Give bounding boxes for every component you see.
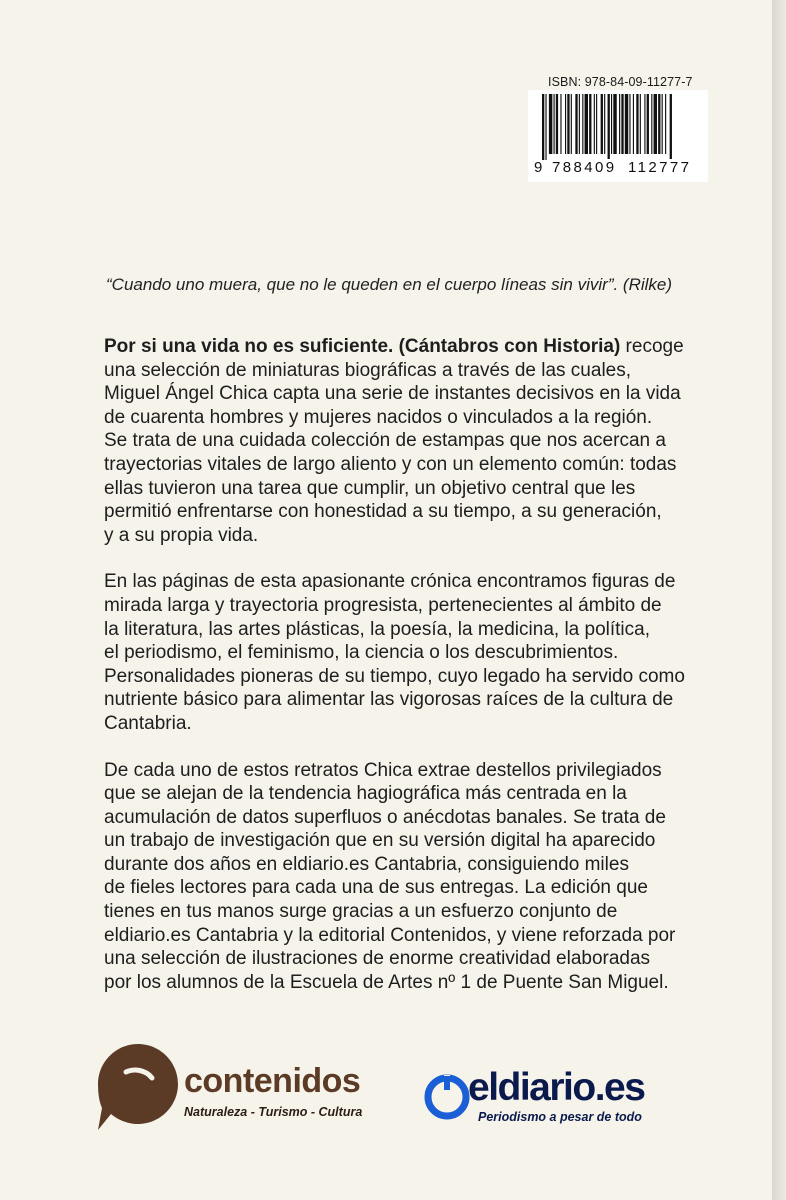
text-line (104, 971, 704, 995)
text-line (104, 359, 704, 383)
text-line (104, 335, 704, 359)
text-run: durante dos años en eldiario.es Cantabria, consiguiendo miles (104, 853, 629, 875)
text-run: Miguel Ángel Chica capta una serie de instantes decisivos en la vida (104, 383, 681, 405)
barcode-bar (589, 94, 591, 154)
text-run: Personalidades pioneras de su tiempo, cuyo legado ha servido como (104, 665, 685, 687)
eldiario-wordmark: eldiario.es (468, 1066, 645, 1109)
barcode-bar (582, 94, 583, 154)
text-run: de fieles lectores para cada una de sus entregas. La edición que (104, 877, 648, 899)
text-run: tienes en tus manos surge gracias a un esfuerzo conjunto de (104, 901, 618, 923)
text-line (104, 900, 704, 924)
barcode-bar (665, 94, 666, 154)
text-line (104, 570, 704, 594)
text-run: de cuarenta hombres y mujeres nacidos o vinculados a la región. (104, 406, 653, 428)
contenidos-tagline: Naturaleza - Turismo - Cultura (184, 1105, 363, 1119)
barcode-bar (545, 94, 546, 160)
barcode-bar (654, 94, 657, 154)
text-line (104, 829, 704, 853)
barcode-bar (662, 94, 663, 154)
barcode-digits-right: 112777 (628, 159, 692, 176)
text-line (104, 453, 704, 477)
isbn-label: ISBN: 978-84-09-11277-7 (548, 75, 693, 89)
text-line (104, 947, 704, 971)
barcode-bar (636, 94, 638, 154)
text-line (104, 853, 704, 877)
barcode-bar (633, 94, 634, 154)
barcode-bar (613, 94, 616, 154)
text-run: una selección de miniaturas biográficas a través de las cuales, (104, 359, 632, 381)
barcode-bar (640, 94, 641, 154)
barcode-digit-first: 9 (534, 159, 545, 176)
barcode-bars (528, 90, 708, 160)
barcode-bar (560, 94, 561, 154)
contenidos-logo (96, 1042, 386, 1132)
text-run: por los alumnos de la Escuela de Artes nº 1 de Puente San Miguel. (104, 971, 669, 993)
barcode-bar (647, 94, 649, 154)
barcode-bar (621, 94, 623, 154)
text-run: recoge (620, 336, 684, 357)
text-run: Se trata de una cuidada colección de estampas que nos acercan a (104, 430, 666, 452)
barcode-bar (594, 94, 595, 154)
barcode-bar (629, 94, 630, 154)
text-run: mirada larga y trayectoria progresista, pertenecientes al ámbito de (104, 594, 662, 616)
text-line (104, 876, 704, 900)
text-run: ellas tuvieron una tarea que cumplir, un objetivo central que les (104, 477, 636, 499)
text-line (104, 477, 704, 501)
text-run: En las páginas de esta apasionante crónica encontramos figuras de (104, 571, 676, 593)
text-line (104, 806, 704, 830)
text-run: una selección de ilustraciones de enorme creatividad elaboradas (104, 948, 651, 970)
epigraph-quote: “Cuando uno muera, que no le queden en el cuerpo líneas sin vivir”. (Rilke) (106, 275, 673, 294)
barcode-bar (601, 94, 603, 154)
text-run: un trabajo de investigación que en su versión digital ha aparecido (104, 830, 656, 852)
paragraph (104, 759, 704, 995)
barcode-digits-left: 788409 (552, 159, 617, 176)
barcode (528, 90, 708, 182)
text-run: nutriente básico para alimentar las vigorosas raíces de la cultura de (104, 689, 674, 711)
contenidos-emblem-icon (96, 1042, 180, 1132)
text-line (104, 688, 704, 712)
barcode-bar (549, 94, 552, 154)
barcode-bar (625, 94, 628, 154)
text-run: trayectorias vitales de largo aliento y con un elemento común: todas (104, 453, 677, 475)
text-run: eldiario.es Cantabria y la editorial Contenidos, y viene reforzada por (104, 924, 676, 946)
text-line (104, 429, 704, 453)
text-line (104, 406, 704, 430)
barcode-bar (651, 94, 652, 154)
barcode-bar (554, 94, 555, 154)
barcode-digits (528, 156, 708, 180)
text-line (104, 712, 704, 736)
barcode-bar (579, 94, 580, 154)
text-run: la literatura, las artes plásticas, la poesía, la medicina, la política, (104, 618, 650, 640)
barcode-bar (670, 94, 672, 160)
text-run: que se alejan de la tendencia hagiográfica más centrada en la (104, 783, 627, 805)
barcode-bar (611, 94, 612, 154)
barcode-bar (585, 94, 588, 154)
text-line (104, 524, 704, 548)
paragraph (104, 570, 704, 735)
contenidos-wordmark: contenidos (184, 1062, 361, 1100)
text-line (104, 594, 704, 618)
text-run: el periodismo, el feminismo, la ciencia o los descubrimientos. (104, 642, 619, 664)
text-run: Cantabria. (104, 712, 192, 734)
text-line (104, 641, 704, 665)
text-run: De cada uno de estos retratos Chica extrae destellos privilegiados (104, 759, 662, 781)
barcode-bar (565, 94, 566, 154)
eldiario-logo (424, 1066, 714, 1130)
paragraph (104, 335, 704, 547)
text-line (104, 382, 704, 406)
text-line (104, 500, 704, 524)
barcode-bar (596, 94, 597, 154)
text-run: acumulación de datos superfluos o anécdotas banales. Se trata de (104, 806, 666, 828)
barcode-bar (542, 94, 544, 160)
barcode-bar (567, 94, 569, 154)
barcode-bar (556, 94, 558, 154)
text-run: y a su propia vida. (104, 524, 259, 546)
barcode-bar (658, 94, 660, 154)
book-edge (772, 0, 786, 1200)
text-line (104, 759, 704, 783)
barcode-bar (608, 94, 610, 160)
barcode-bar (575, 94, 577, 154)
barcode-bar (571, 94, 572, 154)
barcode-bar (619, 94, 620, 154)
synopsis-text (104, 335, 704, 1017)
eldiario-tagline: Periodismo a pesar de todo (478, 1110, 642, 1124)
barcode-bar (604, 94, 605, 154)
eldiario-emblem-icon (424, 1074, 470, 1120)
barcode-bar (644, 94, 645, 154)
book-title-bold: Por si una vida no es suficiente. (Cántabros con Historia) (104, 336, 621, 357)
text-run: permitió enfrentarse con honestidad a su tiempo, a su generación, (104, 501, 662, 523)
text-line (104, 665, 704, 689)
text-line (104, 782, 704, 806)
text-line (104, 924, 704, 948)
text-line (104, 618, 704, 642)
